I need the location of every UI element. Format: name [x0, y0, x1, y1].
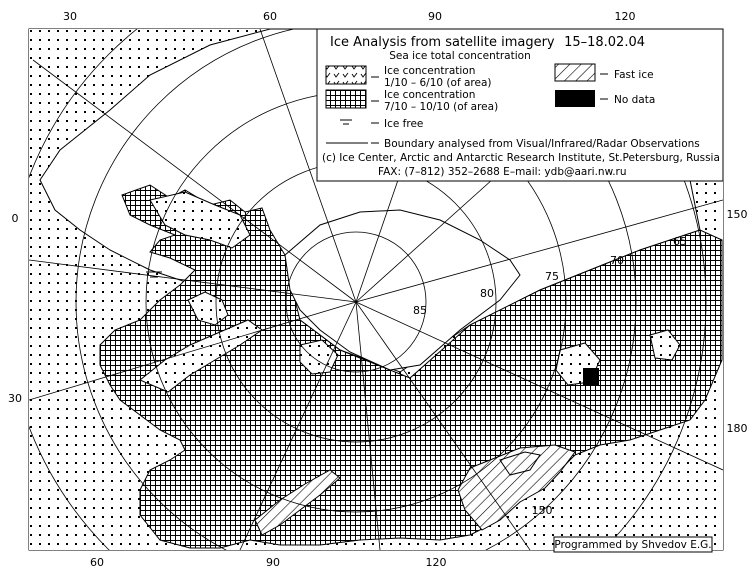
legend-fast-ice: Fast ice — [614, 69, 654, 81]
swatch-close-ice — [326, 90, 366, 108]
lat-label: 80 — [480, 287, 494, 300]
legend-no-data: No data — [614, 94, 656, 106]
lat-label: 75 — [545, 270, 559, 283]
legend-boundary: Boundary analysed from Visual/Infrared/Radar Observations — [384, 138, 700, 150]
legend-title: Ice Analysis from satellite imagery — [330, 35, 555, 50]
lon-label: 30 — [8, 392, 22, 405]
lon-label: 30 — [63, 10, 77, 23]
swatch-open-ice — [326, 66, 366, 84]
legend-contact: FAX: (7–812) 352–2688 E–mail: ydb@aari.nw.ru — [378, 166, 627, 178]
legend-close-ice-range: 7/10 – 10/10 (of area) — [384, 101, 499, 113]
credit-box — [554, 537, 712, 552]
lon-labels-top — [63, 10, 636, 23]
legend-ice-free: Ice free — [384, 118, 424, 130]
legend-subtitle: Sea ice total concentration — [389, 50, 531, 62]
lon-labels-left — [8, 212, 22, 405]
lon-label: 60 — [263, 10, 277, 23]
lon-label: 60 — [90, 556, 104, 569]
lon-labels-right — [727, 208, 748, 435]
lon-label: 120 — [425, 556, 447, 569]
lat-label: 85 — [413, 304, 427, 317]
lon-label: 150 — [531, 504, 553, 517]
legend-open-ice: Ice concentration — [384, 65, 476, 77]
lon-label: 120 — [614, 10, 636, 23]
legend-panel — [317, 29, 723, 181]
lon-label: 180 — [726, 422, 748, 435]
legend-close-ice: Ice concentration — [384, 89, 476, 101]
lon-label: 90 — [266, 556, 280, 569]
lon-label: 0 — [11, 212, 19, 225]
lat-label: 70 — [610, 254, 624, 267]
lon-label: 90 — [428, 10, 442, 23]
no-data-patch — [583, 368, 599, 386]
swatch-fast-ice — [555, 64, 595, 81]
swatch-no-data — [555, 90, 595, 107]
lon-label: 150 — [726, 208, 748, 221]
legend-dates: 15–18.02.04 — [564, 35, 645, 50]
legend-open-ice-range: 1/10 – 6/10 (of area) — [384, 77, 492, 89]
legend-credit: (c) Ice Center, Arctic and Antarctic Research Institute, St.Petersburg, Russia — [322, 152, 720, 164]
lat-label: 65 — [673, 235, 687, 248]
credit-text: Programmed by Shvedov E.G. — [554, 539, 712, 551]
